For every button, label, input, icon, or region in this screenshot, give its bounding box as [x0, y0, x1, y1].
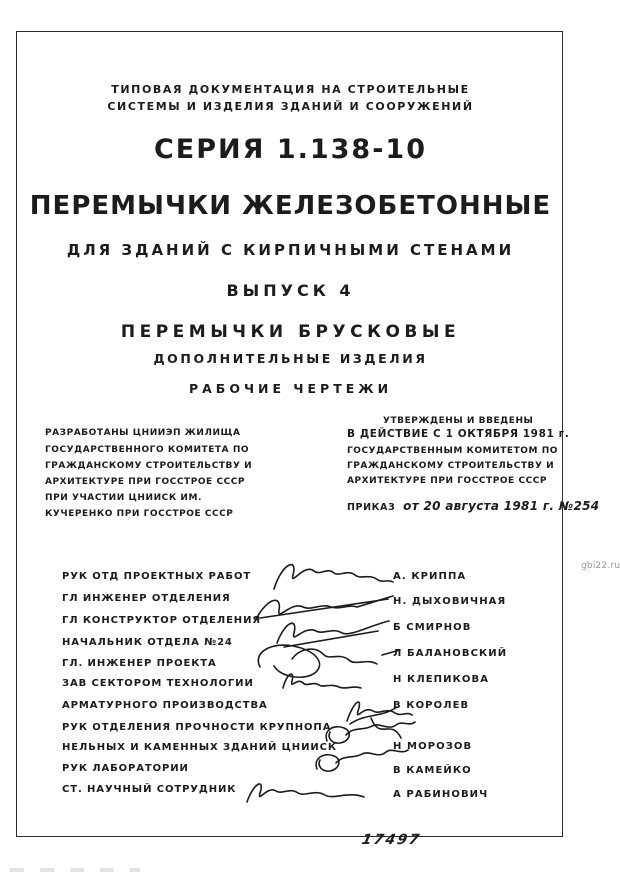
site-watermark: gbi22.ru [581, 561, 620, 571]
approved-line1: УТВЕРЖДЕНЫ И ВВЕДЕНЫ [383, 416, 534, 426]
signature-scribble [336, 750, 408, 763]
signature-name: А. КРИППА [393, 571, 467, 582]
working-drawings-line: РАБОЧИЕ ЧЕРТЕЖИ [188, 381, 393, 396]
document-title: ПЕРЕМЫЧКИ ЖЕЛЕЗОБЕТОННЫЕ [29, 191, 552, 221]
signature-role: НАЧАЛЬНИК ОТДЕЛА №24 [62, 637, 233, 648]
extra-products-line: ДОПОЛНИТЕЛЬНЫЕ ИЗДЕЛИЯ [153, 351, 428, 366]
approved-line: ГОСУДАРСТВЕННЫМ КОМИТЕТОМ ПО [347, 446, 558, 456]
approved-line: АРХИТЕКТУРЕ ПРИ ГОССТРОЕ СССР [347, 476, 548, 486]
signature-name: В КАМЕЙКО [393, 765, 472, 776]
handwritten-signatures-overlay [230, 555, 430, 815]
signature-role: НЕЛЬНЫХ И КАМЕННЫХ ЗДАНИЙ ЦНИИСК [62, 742, 337, 753]
signature-name: Л БАЛАНОВСКИЙ [393, 648, 508, 659]
signature-name: Б СМИРНОВ [393, 622, 472, 633]
doc-type-line2: СИСТЕМЫ И ИЗДЕЛИЯ ЗДАНИЙ И СООРУЖЕНИЙ [107, 100, 474, 113]
order-value-handwritten: от 20 августа 1981 г. №254 [403, 499, 600, 513]
signature-name: Н МОРОЗОВ [393, 741, 473, 752]
product-title: ПЕРЕМЫЧКИ БРУСКОВЫЕ [120, 322, 461, 342]
signature-role: РУК ЛАБОРАТОРИИ [62, 763, 189, 774]
signature-scribble [274, 565, 393, 589]
handwritten-inventory-number: 17497 [360, 832, 423, 848]
series-number: СЕРИЯ 1.138-10 [153, 134, 428, 165]
approved-line: ГРАЖДАНСКОМУ СТРОИТЕЛЬСТВУ И [347, 461, 555, 471]
signature-role: ГЛ КОНСТРУКТОР ОТДЕЛЕНИЯ [62, 615, 261, 626]
developed-line: ПРИ УЧАСТИИ ЦНИИСК ИМ. [45, 493, 202, 503]
issue-number: ВЫПУСК 4 [226, 281, 355, 300]
signature-role: РУК ОТД ПРОЕКТНЫХ РАБОТ [62, 571, 252, 582]
doc-type-line1: ТИПОВАЯ ДОКУМЕНТАЦИЯ НА СТРОИТЕЛЬНЫЕ [111, 83, 470, 96]
signature-scribble [371, 718, 401, 738]
signature-scribble [247, 784, 364, 802]
signature-role: СТ. НАУЧНЫЙ СОТРУДНИК [62, 784, 237, 795]
signature-scribble [382, 650, 400, 655]
developed-line: АРХИТЕКТУРЕ ПРИ ГОССТРОЕ СССР [45, 477, 246, 487]
signature-scribble [347, 702, 412, 721]
approved-line2: В ДЕЙСТВИЕ С 1 ОКТЯБРЯ 1981 г. [347, 428, 570, 440]
faint-print-artifact [10, 868, 140, 872]
signature-role: ГЛ ИНЖЕНЕР ОТДЕЛЕНИЯ [62, 593, 231, 604]
order-label: ПРИКАЗ [347, 502, 396, 513]
signature-role: АРМАТУРНОГО ПРОИЗВОДСТВА [62, 700, 268, 711]
signature-scribble [292, 649, 377, 664]
signature-name: Н. ДЫХОВИЧНАЯ [393, 596, 507, 607]
signature-name: А РАБИНОВИЧ [393, 789, 489, 800]
signature-name: Н КЛЕПИКОВА [393, 674, 490, 685]
signature-role: ГЛ. ИНЖЕНЕР ПРОЕКТА [62, 658, 217, 669]
developed-line: ГОСУДАРСТВЕННОГО КОМИТЕТА ПО [45, 445, 250, 455]
developed-line: КУЧЕРЕНКО ПРИ ГОССТРОЕ СССР [45, 509, 234, 519]
signature-name: В КОРОЛЕВ [393, 700, 470, 711]
signature-role: ЗАВ СЕКТОРОМ ТЕХНОЛОГИИ [62, 678, 254, 689]
developed-line: РАЗРАБОТАНЫ ЦНИИЭП ЖИЛИЩА [45, 428, 241, 438]
developed-line: ГРАЖДАНСКОМУ СТРОИТЕЛЬСТВУ И [45, 461, 253, 471]
signature-scribble [350, 707, 397, 724]
order-line [347, 499, 599, 513]
signature-scribble [284, 631, 378, 647]
signature-role: РУК ОТДЕЛЕНИЯ ПРОЧНОСТИ КРУПНОПА- [62, 722, 337, 733]
document-subtitle: ДЛЯ ЗДАНИЙ С КИРПИЧНЫМИ СТЕНАМИ [66, 241, 515, 259]
